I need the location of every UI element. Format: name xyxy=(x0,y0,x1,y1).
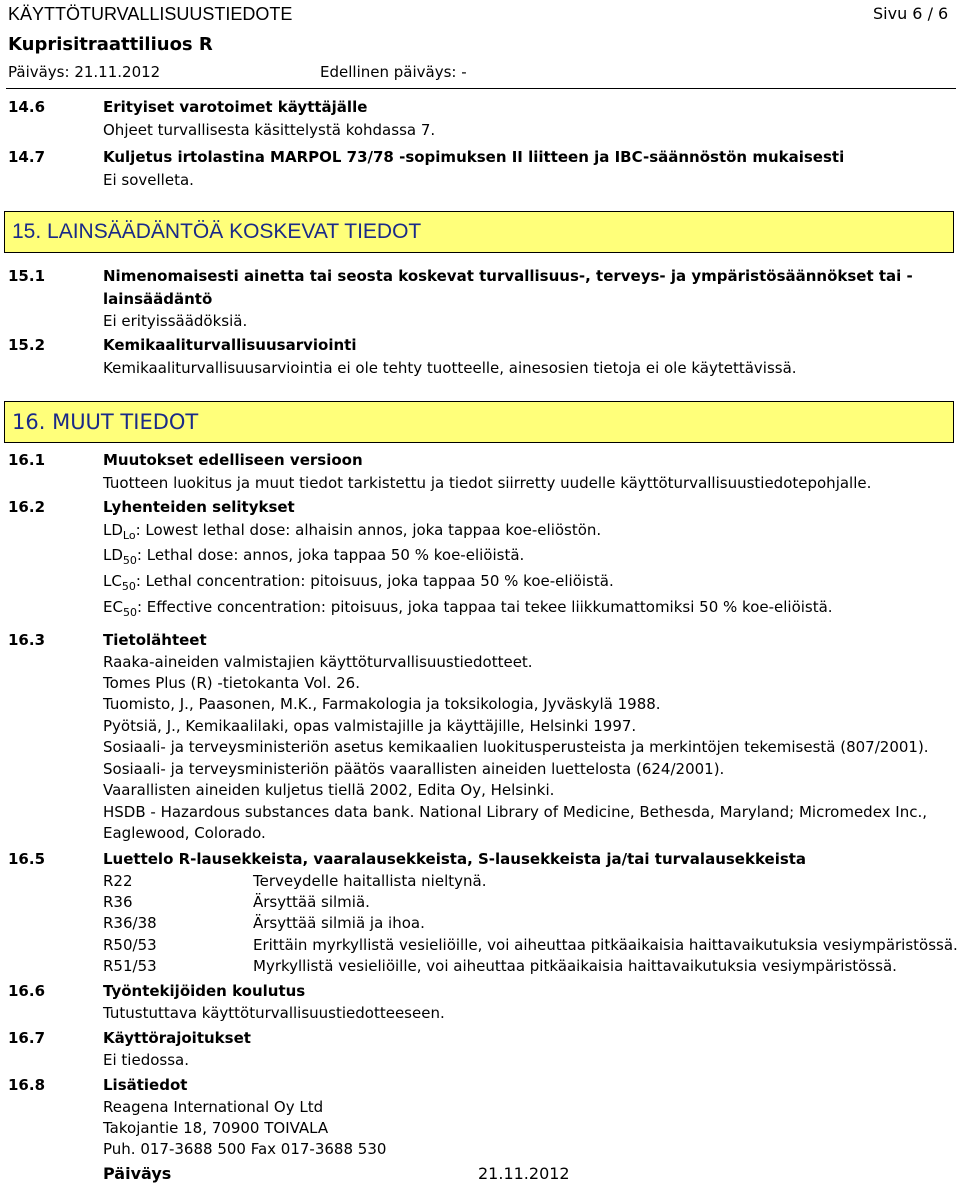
document-title: KÄYTTÖTURVALLISUUSTIEDOTE xyxy=(8,4,293,24)
section-text: Kemikaaliturvallisuusarviointia ei ole tehty tuotteelle, ainesosien tietoja ei ole käytettävissä. xyxy=(103,359,797,377)
section-number: 16.5 xyxy=(8,850,46,868)
source-line: Eaglewood, Colorado. xyxy=(103,824,266,842)
source-line: Sosiaali- ja terveysministeriön päätös vaarallisten aineiden luettelosta (624/2001). xyxy=(103,760,725,778)
section-heading: Käyttörajoitukset xyxy=(103,1029,251,1047)
previous-revision-date: Edellinen päiväys: - xyxy=(320,63,467,81)
phrase-code: R36 xyxy=(103,893,133,911)
section-number: 14.7 xyxy=(8,148,46,166)
section-number: 16.7 xyxy=(8,1029,46,1047)
phrase-text: Erittäin myrkyllistä vesieliöille, voi aiheuttaa pitkäaikaisia haittavaikutuksia vesiympäristössä. xyxy=(253,936,958,954)
section-number: 16.1 xyxy=(8,451,46,469)
section-heading: Kemikaaliturvallisuusarviointi xyxy=(103,336,357,354)
section-16-title: 16. MUUT TIEDOT xyxy=(12,410,199,434)
product-name: Kuprisitraattiliuos R xyxy=(8,34,213,55)
phrase-text: Terveydelle haitallista nieltynä. xyxy=(253,872,487,890)
contact-line: Puh. 017-3688 500 Fax 017-3688 530 xyxy=(103,1140,387,1158)
page-number: Sivu 6 / 6 xyxy=(873,4,949,23)
section-text: Ei tiedossa. xyxy=(103,1051,189,1069)
section-heading: Lisätiedot xyxy=(103,1076,188,1094)
section-15-title: 15. LAINSÄÄDÄNTÖÄ KOSKEVAT TIEDOT xyxy=(12,220,422,243)
source-line: Tomes Plus (R) -tietokanta Vol. 26. xyxy=(103,674,360,692)
phrase-code: R51/53 xyxy=(103,957,157,975)
header-divider xyxy=(6,88,956,89)
section-text: Ohjeet turvallisesta käsittelystä kohdassa 7. xyxy=(103,121,436,139)
section-heading: Muutokset edelliseen versioon xyxy=(103,451,363,469)
section-number: 15.2 xyxy=(8,336,46,354)
source-line: Pyötsiä, J., Kemikaalilaki, opas valmistajille ja käyttäjille, Helsinki 1997. xyxy=(103,717,637,735)
abbreviation-ld-lo: $LD_{Lo}$: Lowest lethal dose: alhaisin annos, joka tappaa koe-eliöstön. xyxy=(103,521,602,542)
section-number: 16.2 xyxy=(8,498,46,516)
revision-date: Päiväys: 21.11.2012 xyxy=(8,63,161,81)
section-heading: Luettelo R-lausekkeista, vaaralausekkeista, S-lausekkeista ja/tai turvalausekkeista xyxy=(103,850,807,868)
contact-line: Reagena International Oy Ltd xyxy=(103,1098,324,1116)
section-number: 14.6 xyxy=(8,98,46,116)
footer-date-label: Päiväys xyxy=(103,1164,172,1183)
section-text: Tutustuttava käyttöturvallisuustiedotteeseen. xyxy=(103,1004,445,1022)
section-heading: Tietolähteet xyxy=(103,631,207,649)
section-heading-continued: lainsäädäntö xyxy=(103,290,213,308)
phrase-code: R50/53 xyxy=(103,936,157,954)
abbreviation-ld50: $LD_{50}$: Lethal dose: annos, joka tappaa 50 % koe-eliöistä. xyxy=(103,546,525,567)
source-line: Vaarallisten aineiden kuljetus tiellä 2002, Edita Oy, Helsinki. xyxy=(103,781,555,799)
footer-date: 21.11.2012 xyxy=(478,1164,570,1183)
section-text: Ei sovelleta. xyxy=(103,171,194,189)
section-number: 16.6 xyxy=(8,982,46,1000)
abbreviation-lc50: $LC_{50}$: Lethal concentration: pitoisuus, joka tappaa 50 % koe-eliöistä. xyxy=(103,572,614,593)
phrase-code: R36/38 xyxy=(103,914,157,932)
section-heading: Työntekijöiden koulutus xyxy=(103,982,306,1000)
section-heading: Nimenomaisesti ainetta tai seosta koskevat turvallisuus-, terveys- ja ympäristösäännökset tai - xyxy=(103,267,913,285)
section-heading: Lyhenteiden selitykset xyxy=(103,498,295,516)
phrase-text: Ärsyttää silmiä. xyxy=(253,893,370,911)
phrase-code: R22 xyxy=(103,872,133,890)
section-heading: Kuljetus irtolastina MARPOL 73/78 -sopimuksen II liitteen ja IBC-säännöstön mukaisesti xyxy=(103,148,845,166)
section-text: Ei erityissäädöksiä. xyxy=(103,312,248,330)
section-number: 16.8 xyxy=(8,1076,46,1094)
phrase-text: Myrkyllistä vesieliöille, voi aiheuttaa pitkäaikaisia haittavaikutuksia vesiympäristössä. xyxy=(253,957,897,975)
section-16-header xyxy=(4,401,954,443)
source-line: HSDB - Hazardous substances data bank. National Library of Medicine, Bethesda, Maryland; Micromedex Inc., xyxy=(103,803,928,821)
source-line: Tuomisto, J., Paasonen, M.K., Farmakologia ja toksikologia, Jyväskylä 1988. xyxy=(103,695,661,713)
section-number: 15.1 xyxy=(8,267,46,285)
section-text: Tuotteen luokitus ja muut tiedot tarkistettu ja tiedot siirretty uudelle käyttöturvallisuustiedotepohjalle. xyxy=(103,474,872,492)
phrase-text: Ärsyttää silmiä ja ihoa. xyxy=(253,914,425,932)
section-15-header xyxy=(4,211,954,253)
source-line: Sosiaali- ja terveysministeriön asetus kemikaalien luokitusperusteista ja merkintöjen tekemisestä (807/2001). xyxy=(103,738,929,756)
source-line: Raaka-aineiden valmistajien käyttöturvallisuustiedotteet. xyxy=(103,653,533,671)
abbreviation-ec50: $EC_{50}$: Effective concentration: pitoisuus, joka tappaa tai tekee liikkumattomiksi 50 % koe-eliöistä. xyxy=(103,598,833,619)
section-heading: Erityiset varotoimet käyttäjälle xyxy=(103,98,368,116)
section-number: 16.3 xyxy=(8,631,46,649)
contact-line: Takojantie 18, 70900 TOIVALA xyxy=(103,1119,329,1137)
